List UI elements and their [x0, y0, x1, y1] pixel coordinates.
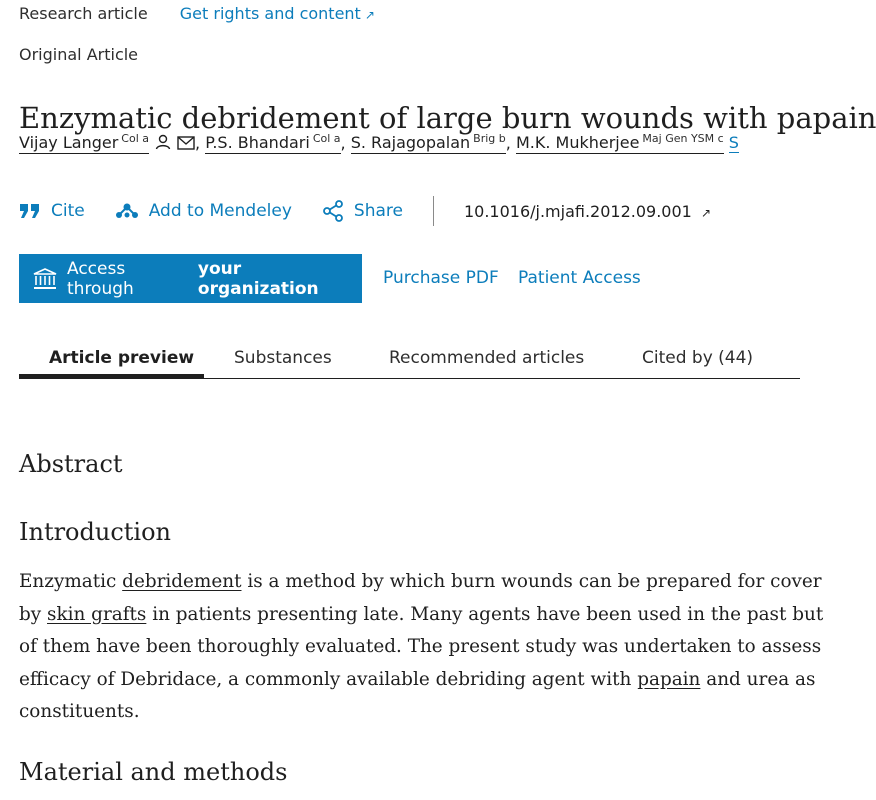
debridement-link[interactable]: debridement [122, 571, 242, 592]
show-more-authors-link[interactable]: S [728, 133, 739, 153]
institution-icon [33, 268, 57, 290]
tab-substances[interactable]: Substances [234, 348, 332, 368]
author-link[interactable]: M.K. Mukherjee $^{Maj Gen YSM c}$ [515, 132, 724, 153]
envelope-icon[interactable] [177, 135, 195, 154]
doi-link[interactable]: 10.1016/j.mjafi.2012.09.001 ↗ [463, 201, 711, 221]
article-title: Enzymatic debridement of large burn wounds with papain [19, 101, 876, 136]
article-actions [19, 196, 711, 226]
section-heading-introduction: Introduction [19, 518, 171, 546]
purchase-pdf-link[interactable]: Purchase PDF [383, 268, 499, 288]
access-through-organization-button[interactable]: Access through your organization [19, 254, 362, 303]
mendeley-icon [115, 202, 139, 220]
author-separator: , [195, 133, 201, 153]
quote-icon [19, 202, 41, 220]
active-tab-indicator [19, 374, 204, 379]
article-tabs [19, 336, 800, 379]
section-heading-methods: Material and methods [19, 758, 288, 786]
section-heading-abstract: Abstract [19, 450, 123, 478]
skin-grafts-link[interactable]: skin grafts [47, 603, 147, 625]
author-list [19, 132, 739, 154]
introduction-paragraph: Enzymatic debridement is a method by which burn wounds can be prepared for cover by skin grafts in patients presenting late. Many agents have been used in the past but of them have been thoroughly evaluated. The present study was undertaken to assess efficacy of Debridace, a commonly available debriding agent with papain and urea as constituents. [19, 571, 824, 723]
external-link-icon: ↗ [364, 8, 375, 22]
article-meta-row [19, 4, 375, 23]
article-type: Research article [19, 4, 148, 23]
rights-link[interactable]: Get rights and content ↗ [179, 4, 375, 23]
divider [433, 196, 434, 226]
author-link[interactable]: P.S. Bhandari $^{Col a}$ [205, 132, 341, 153]
tab-article-preview[interactable]: Article preview [49, 348, 195, 368]
article-section: Original Article [19, 45, 139, 64]
patient-access-link[interactable]: Patient Access [518, 268, 641, 288]
tab-recommended-articles[interactable]: Recommended articles [389, 348, 585, 368]
external-link-icon: ↗ [700, 205, 711, 220]
add-to-mendeley-button[interactable]: Add to Mendeley [115, 201, 292, 221]
author-link[interactable]: Vijay Langer $^{Col a}$ [19, 132, 149, 153]
person-icon[interactable] [155, 134, 171, 154]
share-icon [322, 200, 344, 222]
tab-cited-by[interactable]: Cited by (44) [642, 348, 754, 368]
author-separator: , [340, 133, 346, 153]
share-button[interactable]: Share [322, 200, 403, 222]
author-separator: , [505, 133, 511, 153]
author-link[interactable]: S. Rajagopalan $^{Brig b}$ [350, 132, 506, 153]
papain-link[interactable]: papain [637, 668, 701, 690]
cite-button[interactable]: Cite [19, 201, 85, 221]
